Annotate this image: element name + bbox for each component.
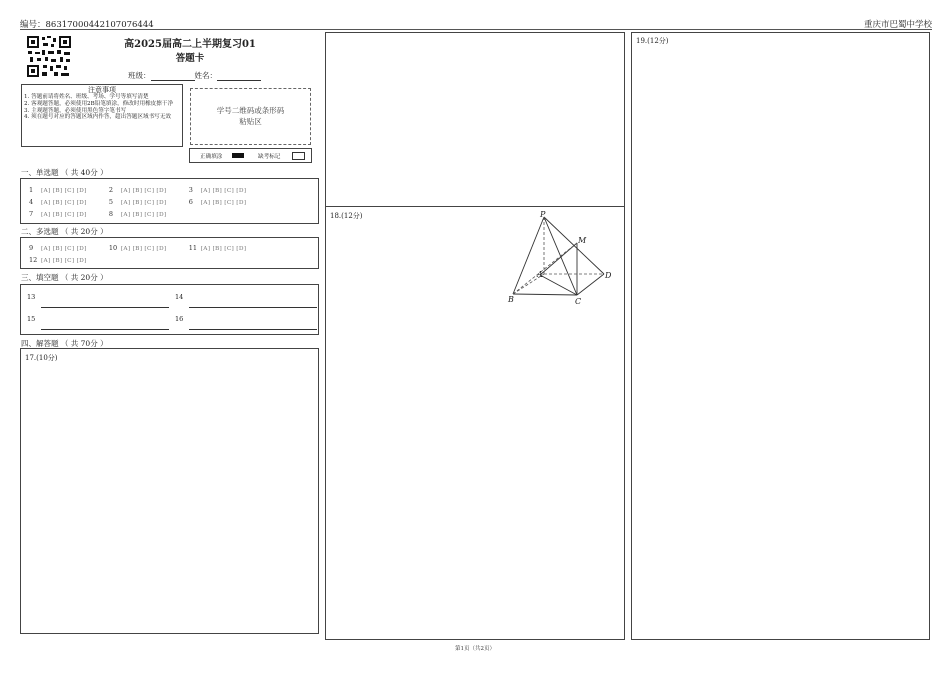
- single-choice-box: [20, 178, 319, 224]
- section-answer: 四、解答题 （ 共 70分 ）: [21, 339, 108, 348]
- class-field[interactable]: [151, 72, 195, 81]
- question-18-box[interactable]: [325, 206, 625, 640]
- section-multi-choice: 二、多选题 （ 共 20分 ）: [21, 227, 108, 236]
- question-19-label: 19.(12分): [636, 37, 669, 45]
- header-divider: [20, 29, 932, 30]
- multi-choice-box: [20, 237, 319, 269]
- answer-options[interactable]: [A] [B] [C] [D]: [120, 188, 167, 194]
- answer-line[interactable]: [41, 329, 169, 330]
- notice-box: [21, 84, 183, 147]
- notice-line: 2. 客观题答题，必须使用2B铅笔填涂，修改时用橡皮擦干净: [24, 100, 174, 107]
- answer-line[interactable]: [189, 329, 317, 330]
- label-P: P: [540, 210, 546, 219]
- absent-mark-label: 缺考标记: [258, 154, 281, 160]
- answer-options[interactable]: [A] [B] [C] [D]: [41, 200, 87, 206]
- pyramid-figure: [502, 207, 614, 307]
- question-19-box[interactable]: [631, 32, 930, 640]
- answer-line[interactable]: [189, 307, 317, 308]
- section-fill-in: 三、填空题 （ 共 20分 ）: [21, 273, 108, 282]
- barcode-paste-area: [190, 88, 311, 145]
- answer-options[interactable]: [A] [B] [C] [D]: [200, 246, 247, 252]
- answer-options[interactable]: [A] [B] [C] [D]: [41, 246, 87, 252]
- correct-fill-label: 正确填涂: [200, 154, 223, 160]
- answer-options[interactable]: [A] [B] [C] [D]: [41, 188, 87, 194]
- fill-number: 15: [27, 315, 36, 323]
- fill-in-box: [20, 284, 319, 335]
- section-single-choice: 一、单选题 （ 共 40分 ）: [21, 168, 108, 177]
- answer-options[interactable]: [A] [B] [C] [D]: [41, 258, 87, 264]
- answer-options[interactable]: [A] [B] [C] [D]: [120, 246, 167, 252]
- school-name: 重庆市巴蜀中学校: [863, 20, 932, 30]
- mc-row: 9 [A] [B] [C] [D] 10 [A] [B] [C] [D] 11 [A] [B] [C] [D]: [29, 244, 255, 252]
- notice-line: 4. 须在题号对应的答题区域内作答，超出答题区域书写无效: [24, 114, 171, 121]
- mc-row: 7 [A] [B] [C] [D] 8 [A] [B] [C] [D]: [29, 210, 175, 218]
- class-label: 班级：: [128, 71, 151, 80]
- mc-row: 12 [A] [B] [C] [D]: [29, 256, 95, 264]
- card-title: 高2025届高二上半期复习01: [124, 39, 256, 50]
- qr-code-icon: [26, 35, 72, 78]
- label-C: C: [575, 297, 582, 306]
- fill-legend: [189, 148, 312, 163]
- fill-number: 14: [175, 293, 184, 301]
- answer-options[interactable]: [A] [B] [C] [D]: [200, 200, 247, 206]
- continuation-box[interactable]: [325, 32, 625, 207]
- question-18-label: 18.(12分): [330, 212, 363, 220]
- filled-box-icon: [232, 153, 244, 158]
- barcode-line-2: 粘贴区: [239, 117, 262, 126]
- question-17-box[interactable]: [20, 348, 319, 634]
- card-subtitle: 答题卡: [175, 53, 205, 64]
- absent-checkbox[interactable]: [292, 152, 305, 160]
- label-B: B: [508, 295, 514, 304]
- mc-row: 1 [A] [B] [C] [D] 2 [A] [B] [C] [D] 3 [A] [B] [C] [D]: [29, 186, 255, 194]
- name-row: [128, 70, 261, 81]
- question-17-label: 17.(10分): [25, 354, 58, 362]
- answer-options[interactable]: [A] [B] [C] [D]: [120, 200, 167, 206]
- barcode-line-1: 学号二维码或条形码: [216, 106, 285, 115]
- label-M: M: [578, 236, 587, 245]
- name-label: 姓名：: [194, 71, 217, 80]
- fill-number: 13: [27, 293, 36, 301]
- mc-row: 4 [A] [B] [C] [D] 5 [A] [B] [C] [D] 6 [A] [B] [C] [D]: [29, 198, 255, 206]
- label-D: D: [605, 271, 612, 280]
- name-field[interactable]: [217, 72, 261, 81]
- notice-line: 1. 答题前请将姓名、班级、考场、学号等填写清楚: [24, 94, 149, 100]
- label-A: A: [537, 270, 543, 279]
- answer-line[interactable]: [41, 307, 169, 308]
- answer-options[interactable]: [A] [B] [C] [D]: [200, 188, 247, 194]
- answer-options[interactable]: [A] [B] [C] [D]: [41, 212, 87, 218]
- serial-number: 编号：86317000442107076444: [20, 20, 154, 30]
- answer-options[interactable]: [A] [B] [C] [D]: [120, 212, 167, 218]
- notice-line: 3. 主观题答题，必须使用黑色签字笔书写: [24, 107, 127, 114]
- page-footer: 第1页（共2页）: [455, 646, 495, 652]
- fill-number: 16: [175, 315, 184, 323]
- notice-title: 注意事项: [88, 86, 116, 94]
